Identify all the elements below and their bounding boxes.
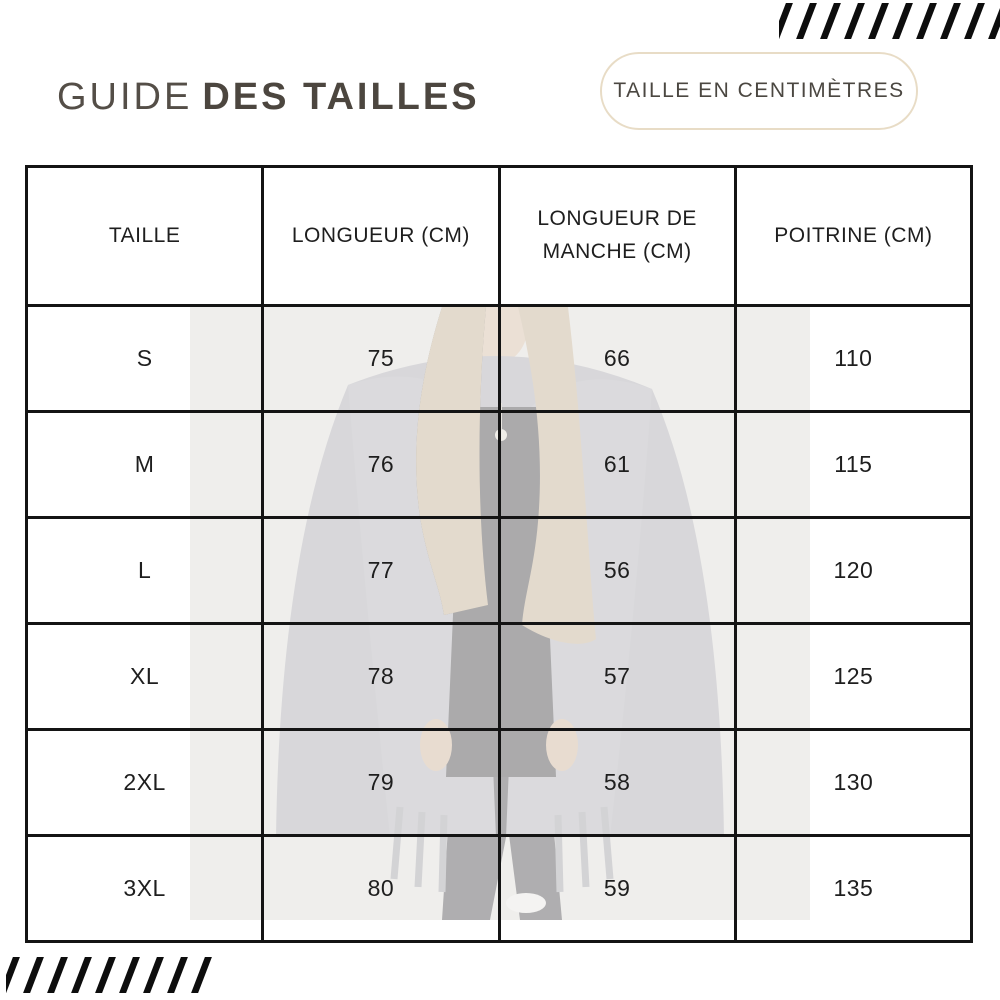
page-title — [57, 76, 480, 119]
size-table-header-row — [27, 167, 972, 306]
page-title-regular: GUIDE — [57, 76, 193, 118]
size-label: L — [27, 518, 263, 624]
longueur-value: 80 — [263, 836, 499, 942]
unit-badge-label: TAILLE EN CENTIMÈTRES — [613, 79, 905, 102]
poitrine-value: 125 — [735, 624, 971, 730]
longueur-value: 78 — [263, 624, 499, 730]
size-table — [25, 165, 973, 943]
table-row-3xl — [27, 836, 972, 942]
table-row-m — [27, 412, 972, 518]
longueur-value: 75 — [263, 306, 499, 412]
column-header-longueur: LONGUEUR (CM) — [263, 167, 499, 306]
table-row-l — [27, 518, 972, 624]
size-label: XL — [27, 624, 263, 730]
column-header-poitrine: POITRINE (CM) — [735, 167, 971, 306]
size-label: 2XL — [27, 730, 263, 836]
poitrine-value: 135 — [735, 836, 971, 942]
column-header-longueur-manche: LONGUEUR DE MANCHE (CM) — [499, 167, 735, 306]
longueur-value: 79 — [263, 730, 499, 836]
diagonal-stripes-top-right-icon — [779, 3, 1000, 43]
manche-value: 59 — [499, 836, 735, 942]
table-row-xl — [27, 624, 972, 730]
poitrine-value: 120 — [735, 518, 971, 624]
manche-value: 66 — [499, 306, 735, 412]
poitrine-value: 110 — [735, 306, 971, 412]
poitrine-value: 130 — [735, 730, 971, 836]
page-title-bold: DES TAILLES — [202, 76, 480, 118]
table-row-2xl — [27, 730, 972, 836]
manche-value: 58 — [499, 730, 735, 836]
size-label: S — [27, 306, 263, 412]
table-row-s — [27, 306, 972, 412]
poitrine-value: 115 — [735, 412, 971, 518]
longueur-value: 77 — [263, 518, 499, 624]
size-label: M — [27, 412, 263, 518]
longueur-value: 76 — [263, 412, 499, 518]
column-header-taille: TAILLE — [27, 167, 263, 306]
manche-value: 57 — [499, 624, 735, 730]
manche-value: 61 — [499, 412, 735, 518]
unit-badge — [600, 52, 918, 130]
manche-value: 56 — [499, 518, 735, 624]
size-label: 3XL — [27, 836, 263, 942]
diagonal-stripes-bottom-left-icon — [6, 957, 236, 997]
